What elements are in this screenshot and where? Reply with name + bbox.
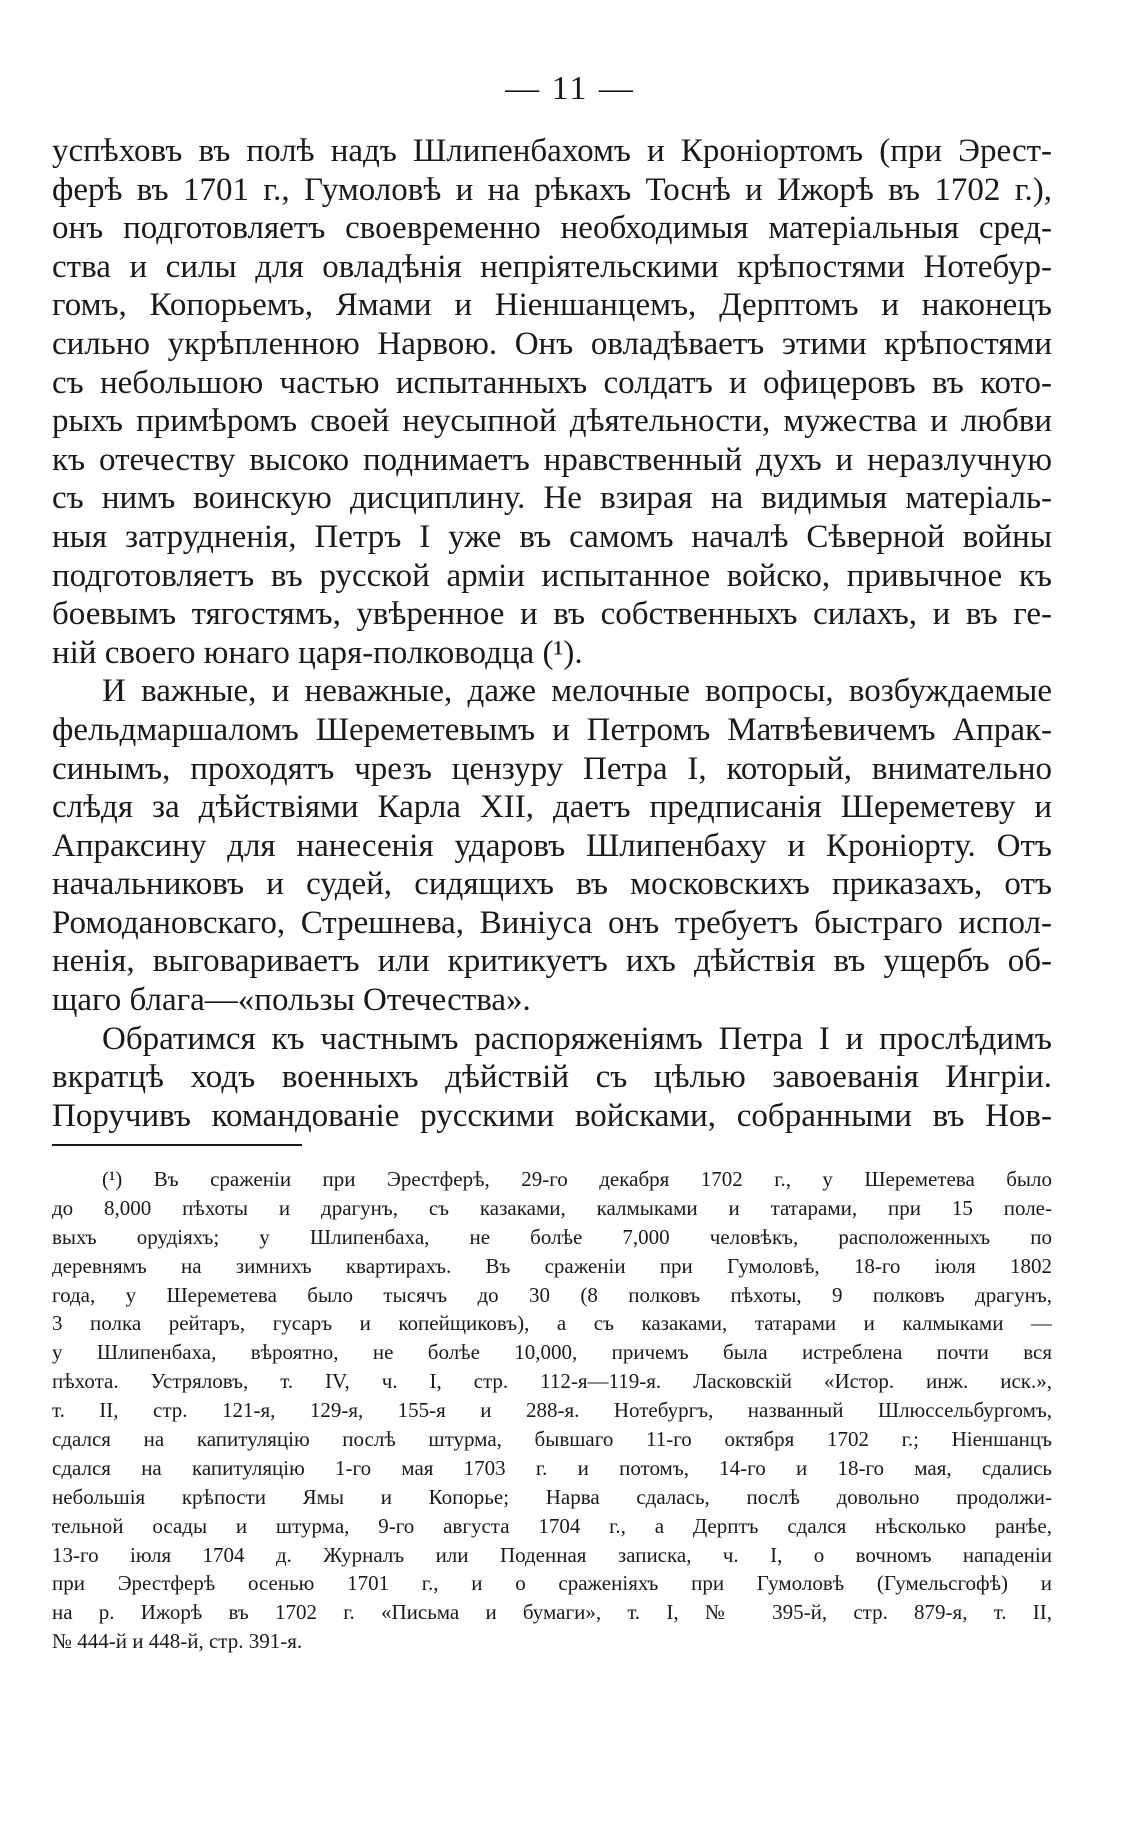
footnote-line: сдался на капитуляцію 1-го мая 1703 г. и потомъ, 14-го и 18-го мая, сдались — [52, 1455, 1052, 1480]
footnote-line: деревнямъ на зимнихъ квартирахъ. Въ сраженіи при Гумоловѣ, 18-го іюля 1802 — [52, 1253, 1052, 1278]
footnote-line: сдался на капитуляцію послѣ штурма, бывшаго 11-го октября 1702 г.; Ніеншанцъ — [52, 1427, 1052, 1452]
footnote-line: при Эрестферѣ осенью 1701 г., и о сраженіяхъ при Гумоловѣ (Гумельсгофѣ) и — [52, 1571, 1052, 1596]
footnote-line: небольшія крѣпости Ямы и Копорье; Нарва сдалась, послѣ довольно продолжи- — [52, 1484, 1052, 1509]
page-number: — 11 — — [505, 70, 635, 107]
text-line: боевымъ тягостямъ, увѣренное и въ собственныхъ силахъ, и въ ге- — [52, 596, 1052, 633]
paragraph-2 — [52, 672, 1052, 1019]
footnote-line: т. II, стр. 121-я, 129-я, 155-я и 288-я. Нотебургъ, названный Шлюссельбургомъ, — [52, 1398, 1052, 1423]
text-line: гомъ, Копорьемъ, Ямами и Ніеншанцемъ, Дерптомъ и наконецъ — [52, 287, 1052, 324]
text-line: ненія, выговариваетъ или критикуетъ ихъ дѣйствія въ ущербъ об- — [52, 943, 1052, 980]
text-line: ферѣ въ 1701 г., Гумоловѣ и на рѣкахъ Тоснѣ и Ижорѣ въ 1702 г.), — [52, 171, 1052, 208]
footnote-line: на р. Ижорѣ въ 1702 г. «Письма и бумаги», т. I, № 395-й, стр. 879-я, т. II, — [52, 1600, 1052, 1625]
footnote-line: года, у Шереметева было тысячъ до 30 (8 полковъ пѣхоты, 9 полковъ драгунъ, — [52, 1282, 1052, 1307]
footnote-line: (¹) Въ сраженіи при Эрестферѣ, 29-го декабря 1702 г., у Шереметева было — [102, 1167, 1052, 1191]
text-line: Поручивъ командованіе русскими войсками, собранными въ Нов- — [52, 1097, 1052, 1134]
text-line: онъ подготовляетъ своевременно необходимыя матеріальныя сред- — [52, 210, 1052, 247]
footnote-line: у Шлипенбаха, вѣроятно, не болѣе 10,000, причемъ была истреблена почти вся — [52, 1340, 1052, 1365]
text-line: Обратимся къ частнымъ распоряженіямъ Петра I и прослѣдимъ — [102, 1020, 1052, 1057]
paragraph-3 — [52, 1020, 1052, 1136]
text-line: Апраксину для нанесенія ударовъ Шлипенбаху и Кроніорту. Отъ — [52, 827, 1052, 864]
text-line: вкратцѣ ходъ военныхъ дѣйствій съ цѣлью завоеванія Ингріи. — [52, 1059, 1052, 1096]
text-line: ства и силы для овладѣнія непріятельскими крѣпостями Нотебур- — [52, 248, 1052, 285]
text-line: слѣдя за дѣйствіями Карла XII, даетъ предписанія Шереметеву и — [52, 789, 1052, 826]
text-line: начальниковъ и судей, сидящихъ въ московскихъ приказахъ, отъ — [52, 866, 1052, 903]
text-line: подготовляетъ въ русской арміи испытанное войско, привычное къ — [52, 557, 1052, 594]
text-line: къ отечеству высоко поднимаетъ нравственный духъ и неразлучную — [52, 441, 1052, 478]
text-line: Ромодановскаго, Стрешнева, Виніуса онъ требуетъ быстраго испол- — [52, 904, 1052, 941]
paragraph-1 — [52, 132, 1052, 672]
footnote-line: 13-го іюля 1704 д. Журналъ или Поденная записка, ч. I, о вочномъ нападеніи — [52, 1542, 1052, 1567]
text-line: успѣховъ въ полѣ надъ Шлипенбахомъ и Кроніортомъ (при Эрест- — [52, 133, 1052, 169]
footnote-line: № 444-й и 448-й, стр. 391-я. — [52, 1629, 303, 1654]
text-line: съ небольшою частью испытанныхъ солдатъ и офицеровъ въ кото- — [52, 364, 1052, 401]
text-line: ныя затрудненія, Петръ I уже въ самомъ началѣ Сѣверной войны — [52, 518, 1052, 555]
text-line: съ нимъ воинскую дисциплину. Не взирая на видимыя матеріаль- — [52, 480, 1052, 517]
footnote-line: тельной осады и штурма, 9-го августа 1704 г., а Дерптъ сдался нѣсколько ранѣе, — [52, 1513, 1052, 1538]
text-line: И важные, и неважные, даже мелочные вопросы, возбуждаемые — [102, 673, 1052, 710]
footnote — [52, 1165, 1052, 1656]
text-line: рыхъ примѣромъ своей неусыпной дѣятельности, мужества и любви — [52, 403, 1052, 440]
text-line: синымъ, проходятъ чрезъ цензуру Петра I, который, внимательно — [52, 750, 1052, 787]
text-line: фельдмаршаломъ Шереметевымъ и Петромъ Матвѣевичемъ Апрак- — [52, 711, 1052, 748]
text-line: ній своего юнаго царя-полководца (¹). — [52, 634, 583, 671]
text-line: сильно укрѣпленною Нарвою. Онъ овладѣваетъ этими крѣпостями — [52, 325, 1052, 362]
text-line: щаго блага—«пользы Отечества». — [52, 982, 531, 1019]
main-text — [52, 132, 1052, 1135]
footnote-line: выхъ орудіяхъ; у Шлипенбаха, не болѣе 7,000 человѣкъ, расположенныхъ по — [52, 1224, 1052, 1249]
footnote-divider — [52, 1144, 302, 1146]
footnote-line: 3 полка рейтаръ, гусаръ и копейщиковъ), а съ казаками, татарами и калмыками — — [52, 1311, 1052, 1336]
footnote-line: до 8,000 пѣхоты и драгунъ, съ казаками, калмыками и татарами, при 15 поле- — [52, 1195, 1052, 1220]
footnote-line: пѣхота. Устряловъ, т. IV, ч. I, стр. 112-я—119-я. Ласковскій «Истор. инж. иск.», — [52, 1369, 1052, 1394]
